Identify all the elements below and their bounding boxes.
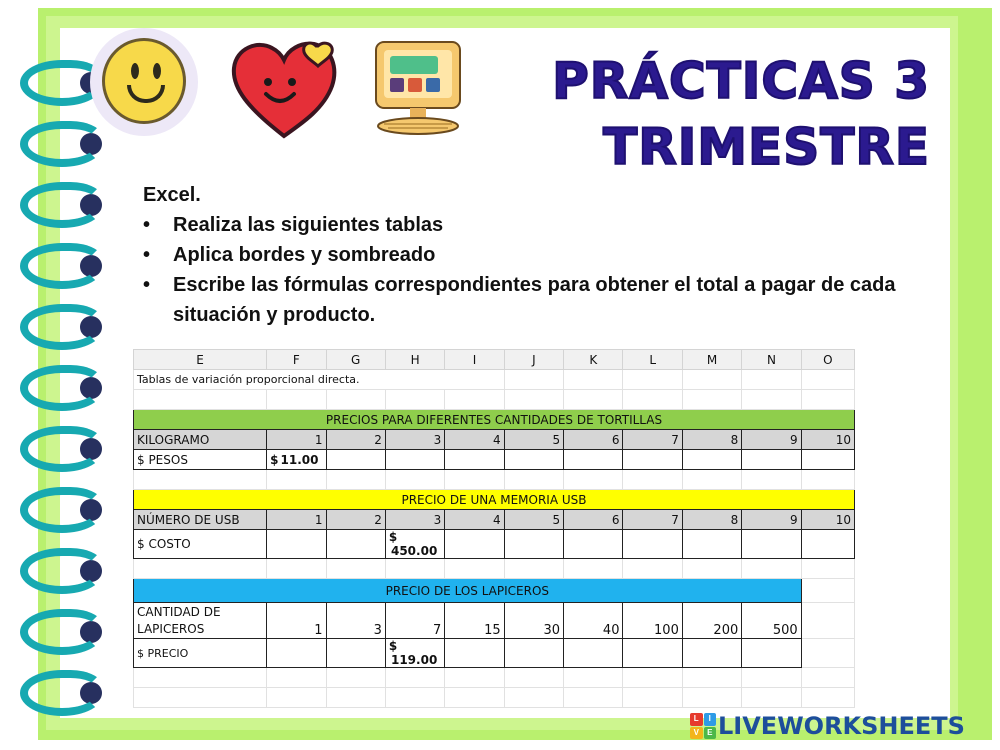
table1-quantity: 10 — [801, 430, 854, 450]
caption-row — [134, 370, 855, 390]
table3-quantity: 15 — [445, 603, 504, 639]
empty-row — [134, 688, 855, 708]
currency-symbol: $ — [270, 452, 279, 467]
logo-mark-letter: V — [690, 727, 703, 740]
instructions — [143, 180, 923, 330]
logo-mark-icon — [690, 713, 716, 739]
column-header: N — [742, 350, 801, 370]
table3-row-label-line: LAPICEROS — [137, 621, 205, 636]
table3-quantity: 30 — [504, 603, 563, 639]
heart-icon — [228, 36, 340, 144]
sheet-caption: Tablas de variación proporcional directa. — [134, 370, 505, 390]
table1-header-row — [134, 410, 855, 430]
instruction-item: • Realiza las siguientes tablas — [143, 210, 923, 240]
table1-quantity-row — [134, 430, 855, 450]
table2-quantity: 1 — [267, 510, 326, 530]
price-value: 119.00 — [390, 653, 438, 667]
table3-row-label: $ PRECIO — [134, 639, 267, 668]
table1-quantity: 6 — [564, 430, 623, 450]
table3-price-row — [134, 639, 855, 668]
logo-mark-letter: L — [690, 713, 703, 726]
spiral-coil — [20, 304, 104, 350]
spiral-ring — [20, 365, 100, 411]
table2-quantity: 5 — [504, 510, 563, 530]
spiral-coil — [20, 182, 104, 228]
column-header-row — [134, 350, 855, 370]
table2-quantity: 8 — [682, 510, 741, 530]
table2-price-cell — [385, 530, 444, 559]
spiral-coil — [20, 365, 104, 411]
table2-quantity: 2 — [326, 510, 385, 530]
currency-symbol: $ — [388, 639, 398, 653]
table1-row-label: $ PESOS — [134, 450, 267, 470]
table1-quantity: 1 — [267, 430, 326, 450]
smiley-icon — [90, 28, 198, 136]
column-header: F — [267, 350, 326, 370]
table2-quantity: 10 — [801, 510, 854, 530]
spiral-ring — [20, 60, 100, 106]
table1-quantity: 4 — [445, 430, 504, 450]
spiral-ring — [20, 304, 100, 350]
table3-header-row — [134, 579, 855, 603]
spiral-ring — [20, 426, 100, 472]
table1-price-row — [134, 450, 855, 470]
table2-quantity: 4 — [445, 510, 504, 530]
table1-quantity: 7 — [623, 430, 682, 450]
table2-row-label: $ COSTO — [134, 530, 267, 559]
spiral-coil — [20, 670, 104, 716]
instructions-heading: Excel. — [143, 184, 201, 206]
column-header: K — [564, 350, 623, 370]
column-header: O — [801, 350, 854, 370]
column-header: I — [445, 350, 504, 370]
table1-quantity: 3 — [385, 430, 444, 450]
table2-quantity: 7 — [623, 510, 682, 530]
table3-quantity: 200 — [682, 603, 741, 639]
table3-quantity: 1 — [267, 603, 326, 639]
spiral-ring — [20, 670, 100, 716]
table1-quantity: 5 — [504, 430, 563, 450]
column-header: M — [682, 350, 741, 370]
spiral-ring — [20, 609, 100, 655]
table3-quantity: 500 — [742, 603, 801, 639]
table2-title: PRECIO DE UNA MEMORIA USB — [134, 490, 855, 510]
instruction-item: • Aplica bordes y sombreado — [143, 240, 923, 270]
title-line-1: PRÁCTICAS 3 — [552, 52, 930, 110]
spiral-ring — [20, 548, 100, 594]
table3-title: PRECIO DE LOS LAPICEROS — [134, 579, 802, 603]
empty-row — [134, 390, 855, 410]
price-value: 450.00 — [390, 544, 438, 558]
table2-quantity-row — [134, 510, 855, 530]
table2-price-row — [134, 530, 855, 559]
column-header: J — [504, 350, 563, 370]
empty-row — [134, 668, 855, 688]
spiral-ring — [20, 121, 100, 167]
column-header: L — [623, 350, 682, 370]
logo-mark-letter: E — [704, 727, 717, 740]
table1-quantity: 9 — [742, 430, 801, 450]
table1-quantity: 8 — [682, 430, 741, 450]
table1-row-label: KILOGRAMO — [134, 430, 267, 450]
table3-row-label-line: CANTIDAD DE — [137, 604, 221, 619]
table3-quantity: 3 — [326, 603, 385, 639]
currency-symbol: $ — [388, 530, 398, 544]
table2-quantity: 6 — [564, 510, 623, 530]
table3-quantity: 40 — [564, 603, 623, 639]
spiral-coil — [20, 121, 104, 167]
logo-mark-letter: I — [704, 713, 717, 726]
spiral-coil — [20, 487, 104, 533]
spiral-ring — [20, 243, 100, 289]
page-title — [552, 48, 930, 180]
price-value: 11.00 — [280, 452, 319, 467]
spiral-ring — [20, 487, 100, 533]
empty-row — [134, 470, 855, 490]
table3-quantity: 100 — [623, 603, 682, 639]
spiral-coil — [20, 548, 104, 594]
logo-text: LIVEWORKSHEETS — [718, 712, 965, 740]
instructions-list — [143, 210, 923, 330]
table1-title: PRECIOS PARA DIFERENTES CANTIDADES DE TORTILLAS — [134, 410, 855, 430]
title-line-2: TRIMESTRE — [603, 118, 930, 176]
table3-row-label — [134, 603, 267, 639]
column-header: H — [385, 350, 444, 370]
instruction-item: • Escribe las fórmulas correspondientes para obtener el total a pagar de cada situación y producto. — [143, 270, 923, 330]
column-header: G — [326, 350, 385, 370]
spiral-coil — [20, 243, 104, 289]
table3-quantity: 7 — [385, 603, 444, 639]
table2-quantity: 9 — [742, 510, 801, 530]
spiral-coil — [20, 609, 104, 655]
spiral-ring — [20, 182, 100, 228]
liveworksheets-logo[interactable] — [690, 710, 965, 742]
empty-row — [134, 559, 855, 579]
spreadsheet-screenshot — [133, 349, 873, 665]
table2-row-label: NÚMERO DE USB — [134, 510, 267, 530]
spiral-coil — [20, 426, 104, 472]
column-header: E — [134, 350, 267, 370]
table1-price-cell — [267, 450, 326, 470]
table2-quantity: 3 — [385, 510, 444, 530]
table2-header-row — [134, 490, 855, 510]
table3-quantity-row — [134, 603, 855, 639]
table1-quantity: 2 — [326, 430, 385, 450]
computer-icon — [370, 38, 468, 148]
table3-price-cell — [385, 639, 444, 668]
